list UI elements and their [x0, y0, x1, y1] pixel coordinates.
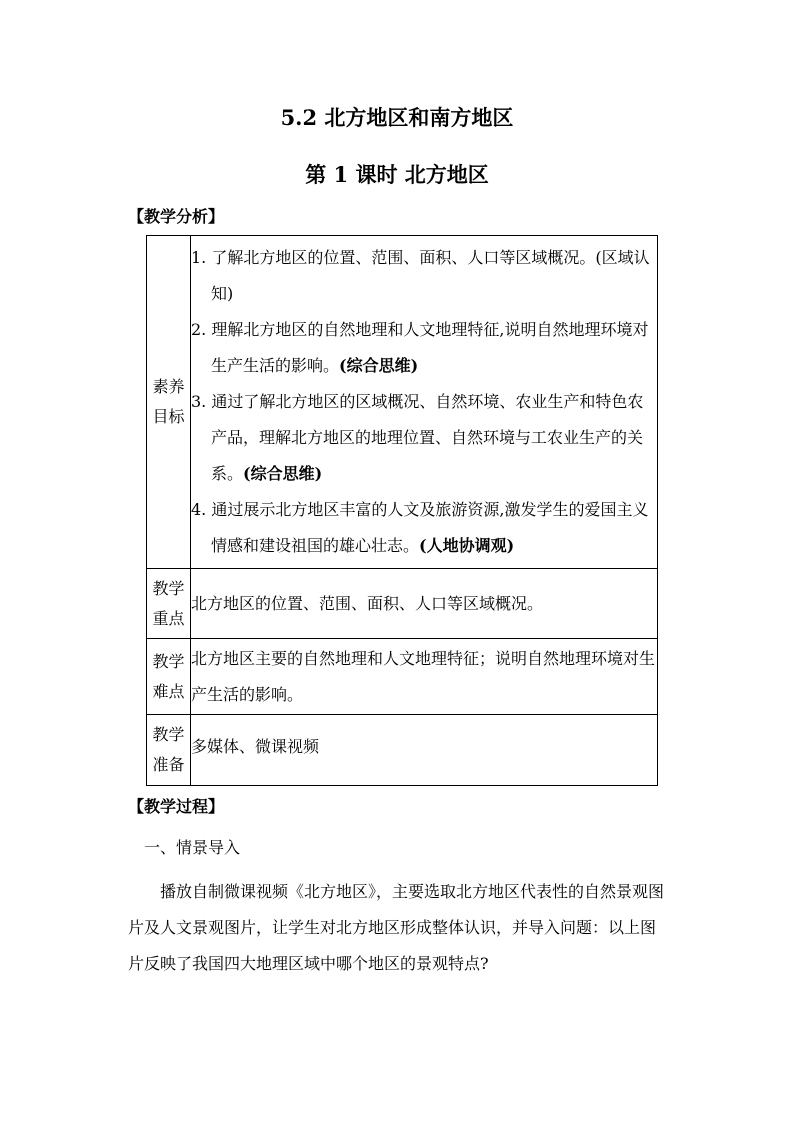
row-label-difficulties [147, 639, 191, 715]
goal-text: 2. 理解北方地区的自然地理和人文地理特征,说明自然地理环境对生产生活的影响。 [191, 320, 649, 375]
goal-text: 4. 通过展示北方地区丰富的人文及旅游资源,激发学生的爱国主义情感和建设祖国的雄心壮志。 [191, 500, 649, 555]
table-row-goals [147, 236, 658, 569]
difficulties-cell: 北方地区主要的自然地理和人文地理特征；说明自然地理环境对生产生活的影响。 [191, 639, 658, 715]
key-points-cell: 北方地区的位置、范围、面积、人口等区域概况。 [191, 569, 658, 639]
goal-item-2 [191, 312, 657, 384]
preparation-cell: 多媒体、微课视频 [191, 715, 658, 786]
table-row-key-points [147, 569, 658, 639]
table-row-preparation [147, 715, 658, 786]
goal-tag: (综合思维) [339, 356, 419, 375]
goals-cell [191, 236, 658, 569]
table-row-difficulties [147, 639, 658, 715]
goal-text: 1. 了解北方地区的位置、范围、面积、人口等区域概况。(区域认知) [191, 248, 650, 303]
intro-paragraph: 播放自制微课视频《北方地区》，主要选取北方地区代表性的自然景观图片及人文景观图片，让学生对北方地区形成整体认识，并导入问题：以上图片反映了我国四大地理区域中哪个地区的景观特点? [128, 882, 665, 973]
row-label-goals [147, 236, 191, 569]
goal-item-4 [191, 492, 657, 564]
teaching-analysis-table [146, 235, 658, 786]
subheading-scene-intro: 一、情景导入 [144, 838, 241, 857]
goal-tag: (综合思维) [243, 464, 323, 483]
row-label-preparation [147, 715, 191, 786]
row-label-line: 准备 [152, 755, 185, 774]
row-label-line: 教学 [152, 578, 185, 598]
section-heading-analysis: 【教学分析】 [128, 207, 225, 226]
row-label-line: 目标 [152, 407, 185, 426]
goal-text: 3. 通过了解北方地区的区域概况、自然环境、农业生产和特色农产品，理解北方地区的地理位置、自然环境与工农业生产的关系。 [191, 392, 644, 483]
row-label-line: 素养 [152, 377, 185, 396]
row-label-line: 重点 [152, 608, 185, 628]
row-label-line: 教学 [152, 725, 185, 744]
goal-item-1 [191, 240, 657, 312]
goal-item-3 [191, 384, 657, 492]
lesson-subtitle: 第 1 课时 北方地区 [305, 162, 489, 187]
document-title: 5.2 北方地区和南方地区 [280, 105, 514, 130]
section-heading-process: 【教学过程】 [128, 797, 225, 816]
row-label-key-points [147, 569, 191, 639]
row-label-line: 难点 [152, 681, 185, 701]
goal-tag: (人地协调观) [419, 536, 515, 555]
row-label-line: 教学 [152, 651, 185, 671]
